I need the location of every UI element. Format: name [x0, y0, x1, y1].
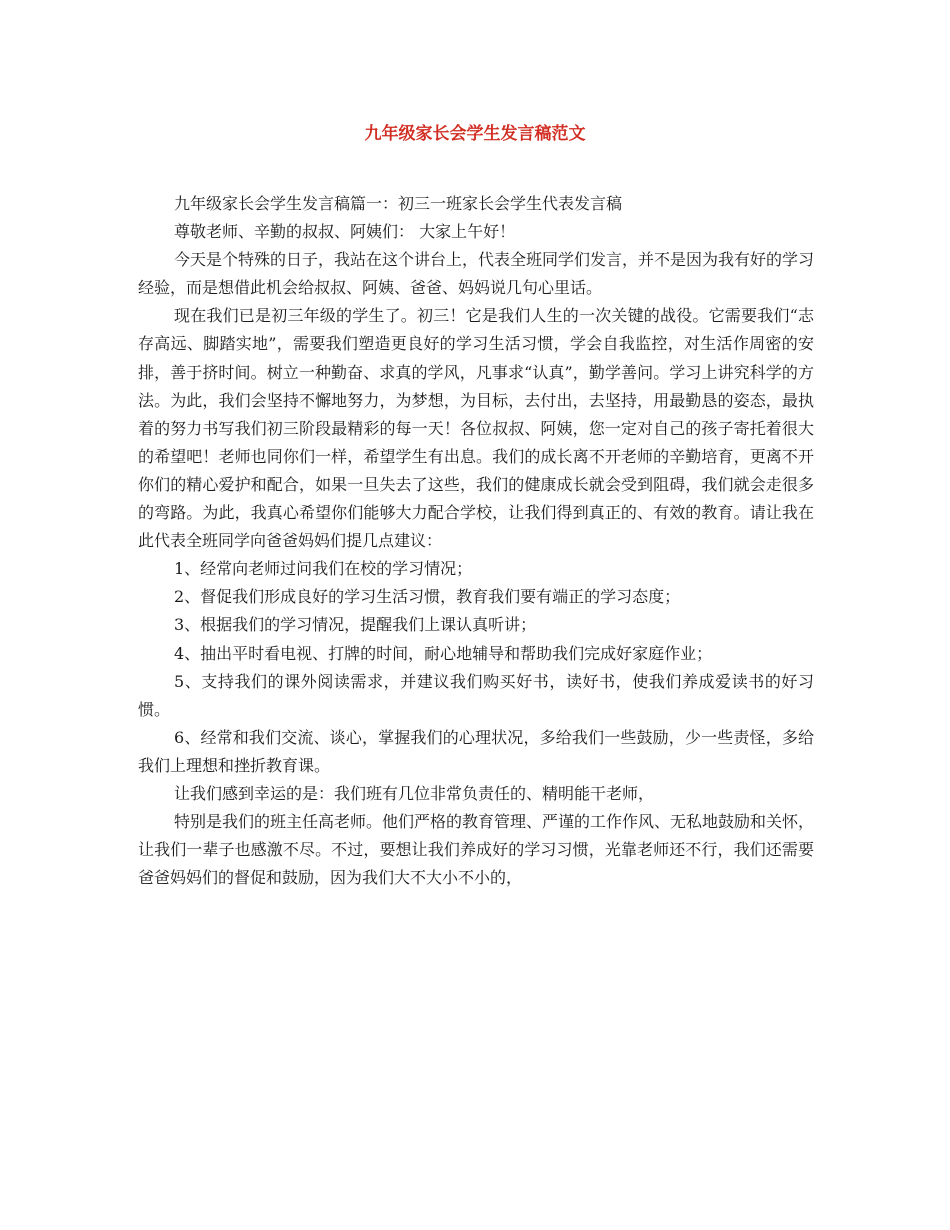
paragraph-heading: 九年级家长会学生发言稿篇一：初三一班家长会学生代表发言稿	[174, 194, 623, 213]
paragraph-intro: 今天是个特殊的日子，我站在这个讲台上，代表全班同学们发言，并不是因为我有好的学习经验，而是想借此机会给叔叔、阿姨、爸爸、妈妈说几句心里话。	[138, 250, 815, 298]
list-item-2: 2、督促我们形成良好的学习生活习惯，教育我们要有端正的学习态度；	[174, 587, 681, 607]
document-title: 九年级家长会学生发言稿范文	[364, 124, 586, 144]
list-item-5: 5、支持我们的课外阅读需求，并建议我们购买好书，读好书，使我们养成爱读书的好习惯。	[138, 671, 814, 719]
paragraph-teacher: 特别是我们的班主任高老师。他们严格的教育管理、严谨的工作作风、无私地鼓励和关怀，让我们一辈子也感激不尽。不过，要想让我们养成好的学习习惯，光靠老师还不行，我们还需要爸爸妈妈们的督促和鼓励，因为我们大不大小不小的，	[138, 812, 815, 888]
list-item-1: 1、经常向老师过问我们在校的学习情况；	[174, 559, 473, 579]
paragraph-salutation: 尊敬老师、辛勤的叔叔、阿姨们： 大家上午好！	[174, 222, 516, 242]
list-item-3: 3、根据我们的学习情况，提醒我们上课认真听讲；	[174, 615, 537, 635]
list-item-6: 6、经常和我们交流、谈心，掌握我们的心理状况，多给我们一些鼓励，少一些责怪，多给我们上理想和挫折教育课。	[138, 727, 814, 775]
list-item-4: 4、抽出平时看电视、打牌的时间，耐心地辅导和帮助我们完成好家庭作业；	[174, 643, 713, 663]
paragraph-main: 现在我们已是初三年级的学生了。初三！它是我们人生的一次关键的战役。它需要我们“志存高远、脚踏实地”，需要我们塑造更良好的学习生活习惯，学会自我监控，对生活作周密的安排，善于挤时间。树立一种勤奋、求真的学风，凡事求“认真”，勤学善问。学习上讲究科学的方法。为此，我们会坚持不懈地努力，为梦想，为目标，去付出，去坚持，用最勤恳的姿态，最执着的努力书写我们初三阶段最精彩的每一天！各位叔叔、阿姨，您一定对自己的孩子寄托着很大的希望吧！老师也同你们一样，希望学生有出息。我们的成长离不开老师的辛勤培育，更离不开你们的精心爱护和配合，如果一旦失去了这些，我们的健康成长就会受到阻碍，我们就会走很多的弯路。为此，我真心希望你们能够大力配合学校，让我们得到真正的、有效的教育。请让我在此代表全班同学向爸爸妈妈们提几点建议：	[138, 306, 814, 551]
document-body	[138, 190, 814, 892]
paragraph-fortunate: 让我们感到幸运的是：我们班有几位非常负责任的、精明能干老师，	[174, 783, 655, 803]
